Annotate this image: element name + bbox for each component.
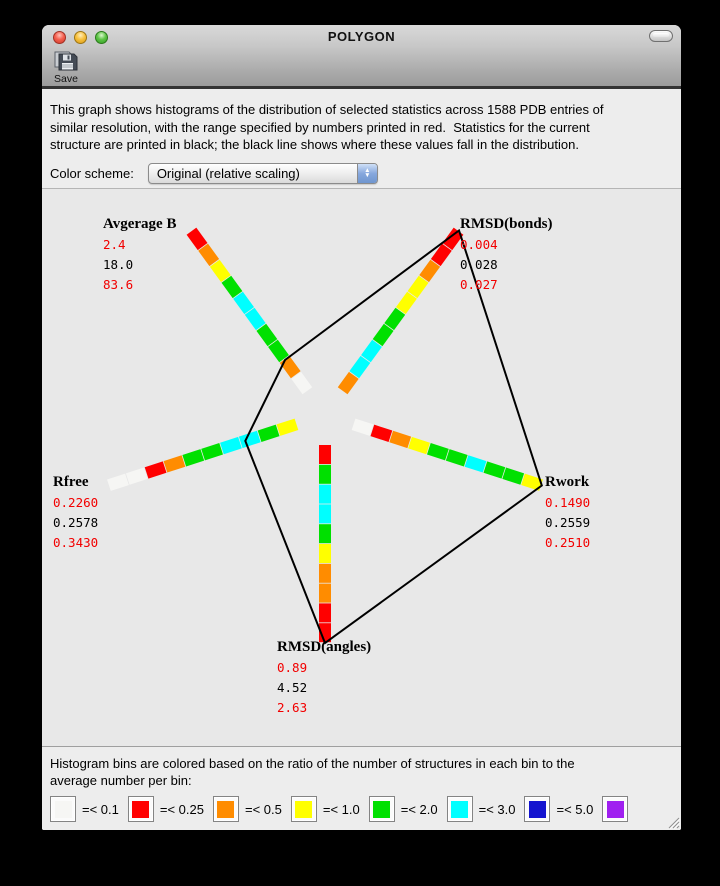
axis-label-rmsd-bonds — [460, 216, 553, 295]
histogram-bin — [352, 419, 374, 436]
axis-max-value: 0.3430 — [53, 535, 99, 550]
histogram-bin — [408, 437, 430, 454]
histogram-bin — [126, 468, 148, 485]
legend-bin-purple — [602, 796, 628, 822]
histogram-bin — [277, 419, 299, 436]
histogram-bin — [319, 564, 331, 583]
legend-swatch-cyan — [447, 796, 473, 822]
axis-histogram-rmsd-bonds- — [338, 228, 464, 395]
histogram-bin — [319, 445, 331, 464]
window-chrome — [42, 25, 681, 89]
toolbar-toggle-button[interactable] — [649, 30, 673, 42]
legend-color-chip — [373, 801, 390, 818]
legend-color-chip — [55, 801, 72, 818]
legend-color-chip — [607, 801, 624, 818]
title-bar[interactable] — [42, 25, 681, 47]
histogram-bin — [502, 468, 524, 485]
histogram-bin — [319, 584, 331, 603]
axis-max-value: 0.2510 — [545, 535, 591, 550]
histogram-bin — [319, 465, 331, 484]
legend-swatch-orange — [213, 796, 239, 822]
legend-color-chip — [451, 801, 468, 818]
legend-bin-label: =< 5.0 — [556, 801, 594, 817]
legend-bin-label: =< 0.1 — [82, 801, 119, 817]
axis-min-value: 2.4 — [103, 237, 126, 252]
legend-swatch-green — [369, 796, 395, 822]
histogram-bin — [201, 443, 223, 460]
legend-color-chip — [295, 801, 312, 818]
axis-label-average-b — [103, 216, 176, 295]
description-line: structure are printed in black; the black line shows where these values fall in the distribution. — [50, 137, 579, 152]
axis-label-rmsd-angles — [277, 639, 371, 718]
legend-bin-red — [128, 796, 204, 822]
legend-color-chip — [132, 801, 149, 818]
legend-bin-orange — [213, 796, 282, 822]
description-line: This graph shows histograms of the distribution of selected statistics across 1588 PDB entries of — [50, 102, 604, 117]
save-floppy-icon — [53, 49, 79, 72]
axis-current-value: 18.0 — [103, 257, 134, 272]
color-scheme-label: Color scheme: — [50, 165, 134, 181]
legend-bin-label: =< 0.25 — [159, 801, 204, 817]
histogram-bin — [107, 474, 129, 491]
histogram-bin — [319, 524, 331, 543]
description-panel — [42, 89, 681, 189]
legend-bin-label: =< 2.0 — [400, 801, 438, 817]
axis-current-value: 0.028 — [460, 257, 498, 272]
axis-label-rwork — [545, 474, 590, 553]
histogram-bin — [145, 461, 167, 478]
legend-bin-cyan — [447, 796, 516, 822]
axis-current-value: 0.2578 — [53, 515, 99, 530]
legend-swatch-purple — [602, 796, 628, 822]
axis-title: Rwork — [545, 474, 590, 490]
legend-swatch-red — [128, 796, 154, 822]
legend-swatch-white — [50, 796, 76, 822]
histogram-bin — [258, 425, 280, 442]
legend-bin-green — [369, 796, 438, 822]
polygon-window — [42, 25, 681, 830]
legend-bin-label: =< 3.0 — [478, 801, 516, 817]
resize-grip[interactable] — [666, 815, 680, 829]
legend-bin-label: =< 1.0 — [322, 801, 360, 817]
legend-color-chip — [529, 801, 546, 818]
axis-title: Rfree — [53, 474, 89, 490]
histogram-bin — [220, 437, 242, 454]
histogram-bin — [427, 443, 449, 460]
histogram-bin — [319, 603, 331, 622]
axis-histogram-avgerage-b — [187, 228, 313, 395]
legend-bin-yellow — [291, 796, 360, 822]
axis-title: Avgerage B — [103, 216, 177, 232]
histogram-bin — [371, 425, 393, 442]
axis-min-value: 0.004 — [460, 237, 498, 252]
legend-row — [50, 796, 673, 822]
save-button[interactable] — [48, 49, 84, 85]
histogram-bin — [389, 431, 411, 448]
dropdown-stepper-icon: ▲ ▼ — [357, 164, 377, 183]
axis-max-value: 83.6 — [103, 277, 134, 292]
legend-color-chip — [217, 801, 234, 818]
color-scheme-selected-value: Original (relative scaling) — [156, 165, 300, 181]
legend-swatch-yellow — [291, 796, 317, 822]
histogram-bin — [465, 455, 487, 472]
axis-min-value: 0.89 — [277, 660, 308, 675]
legend-swatch-blue — [524, 796, 550, 822]
axis-label-rfree — [53, 474, 98, 553]
color-scheme-dropdown[interactable] — [148, 163, 378, 184]
axis-histogram-rmsd-angles- — [319, 445, 331, 642]
legend-panel — [42, 746, 681, 830]
axis-title: RMSD(angles) — [277, 639, 372, 655]
histogram-bin — [319, 485, 331, 504]
histogram-bin — [483, 461, 505, 478]
axis-max-value: 0.027 — [460, 277, 498, 292]
legend-bin-label: =< 0.5 — [244, 801, 282, 817]
axis-current-value: 4.52 — [277, 680, 308, 695]
axis-min-value: 0.1490 — [545, 495, 591, 510]
axis-histogram-rfree — [107, 419, 298, 491]
axis-min-value: 0.2260 — [53, 495, 99, 510]
histogram-bin — [319, 544, 331, 563]
legend-bin-white — [50, 796, 119, 822]
legend-intro-line: average number per bin: — [50, 773, 192, 788]
legend-intro-line: Histogram bins are colored based on the ratio of the number of structures in each bin to the — [50, 756, 575, 771]
save-button-label: Save — [54, 73, 78, 85]
histogram-bin — [446, 449, 468, 466]
color-scheme-row — [50, 163, 673, 184]
axis-histogram-rwork — [352, 419, 543, 491]
axis-current-value: 0.2559 — [545, 515, 591, 530]
plot-panel — [42, 189, 681, 746]
histogram-bin — [319, 504, 331, 523]
axis-max-value: 2.63 — [277, 700, 308, 715]
window-title: POLYGON — [327, 29, 396, 44]
description-line: similar resolution, with the range specified by numbers printed in red. Statistics for the current — [50, 119, 590, 135]
axis-title: RMSD(bonds) — [460, 216, 553, 232]
legend-bin-blue — [524, 796, 593, 822]
histogram-bin — [182, 449, 204, 466]
histogram-bin — [164, 455, 186, 472]
